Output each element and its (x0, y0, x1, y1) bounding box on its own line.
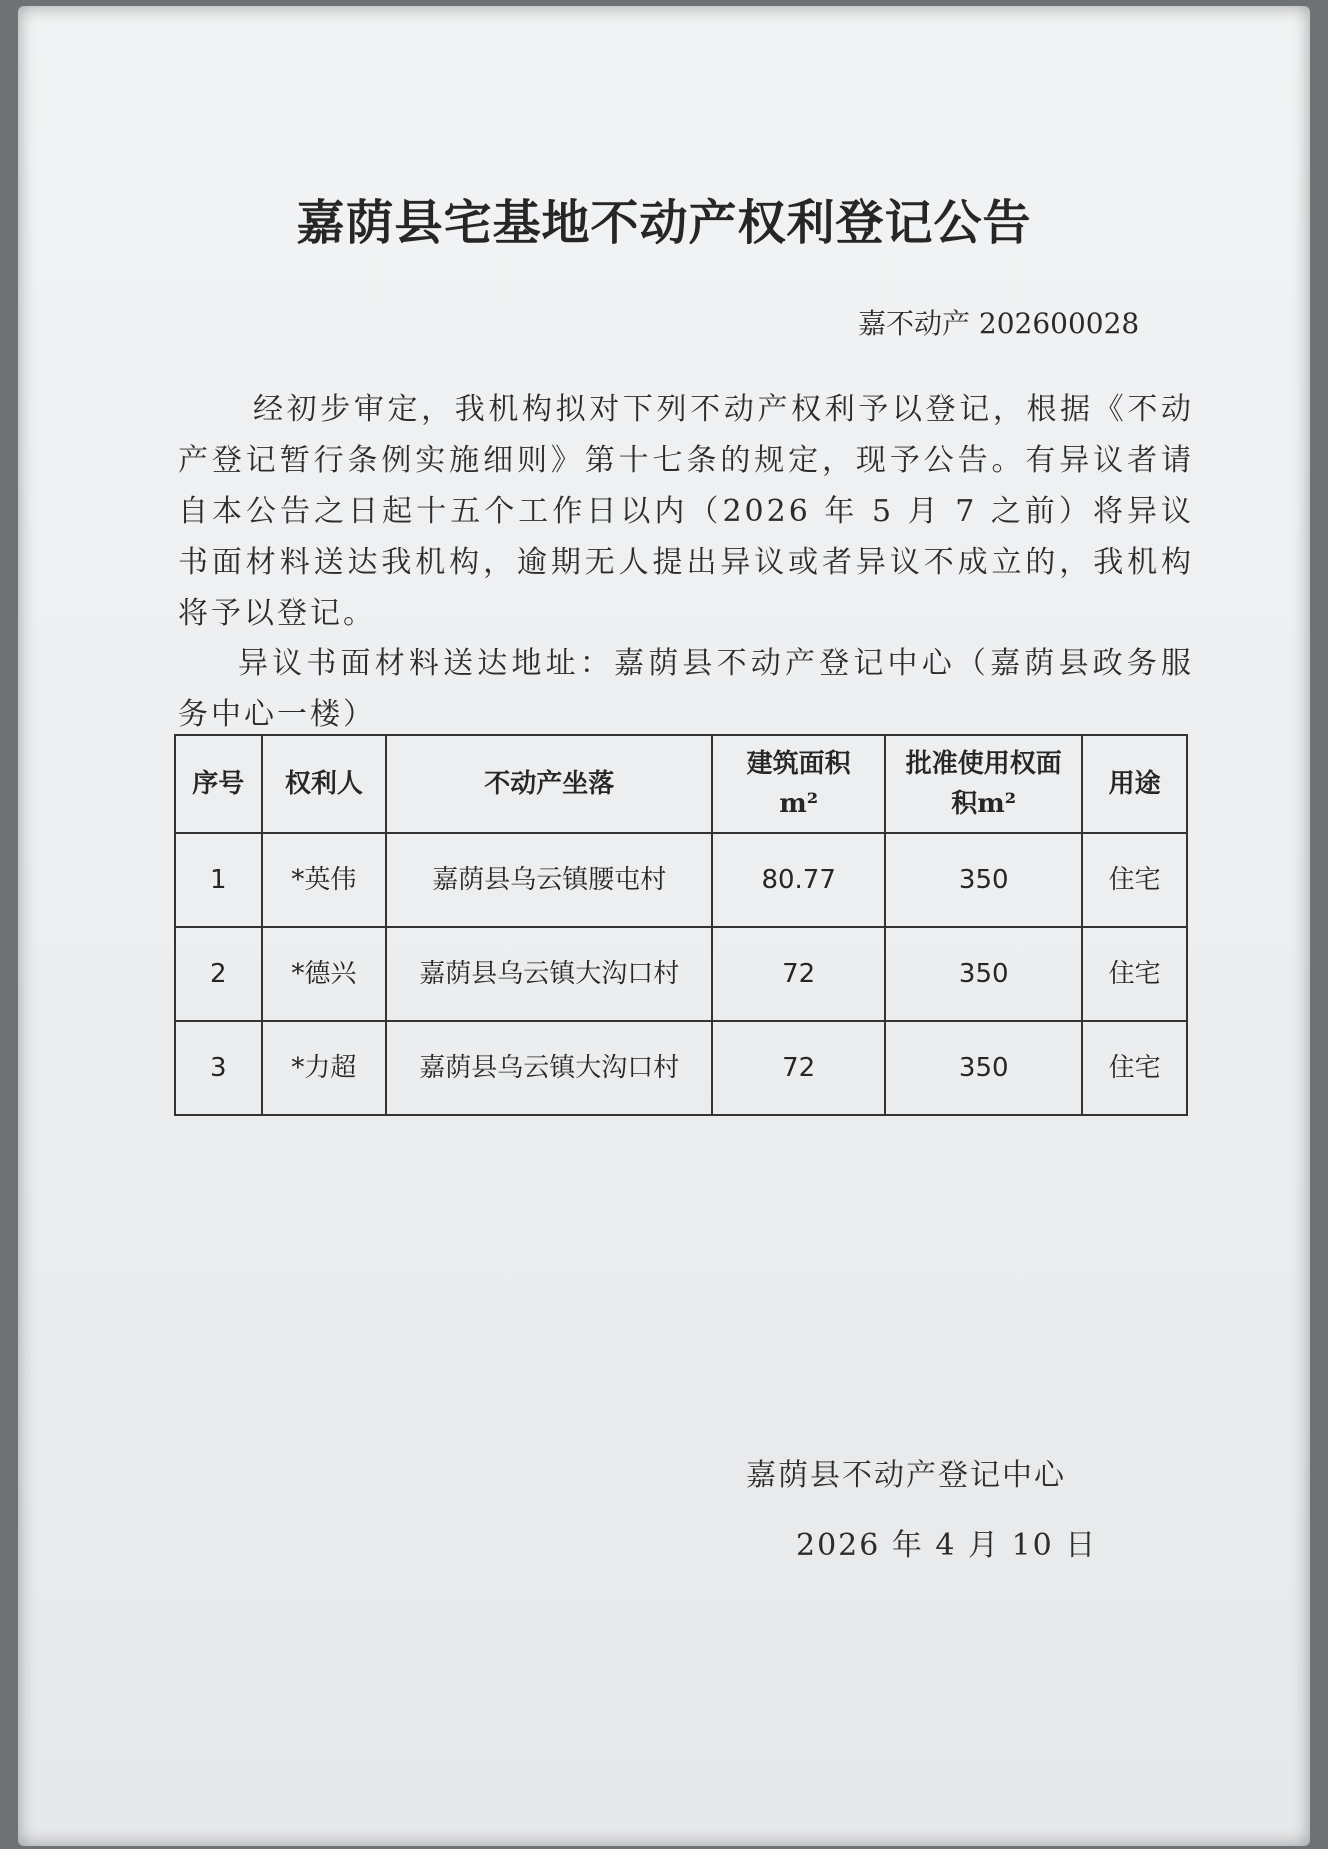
cell-index: 3 (175, 1021, 262, 1115)
cell-index: 1 (175, 833, 262, 927)
header-building-area (712, 735, 885, 833)
cell-index: 2 (175, 927, 262, 1021)
cell-location: 嘉荫县乌云镇大沟口村 (386, 927, 712, 1021)
cell-holder: *德兴 (262, 927, 387, 1021)
table-row (175, 927, 1187, 1021)
cell-building-area: 72 (712, 927, 885, 1021)
cell-approved-area: 350 (885, 927, 1082, 1021)
notice-paragraph-address: 异议书面材料送达地址：嘉荫县不动产登记中心（嘉荫县政务服务中心一楼） (178, 646, 1194, 732)
cell-approved-area: 350 (885, 1021, 1082, 1115)
cell-usage: 住宅 (1082, 833, 1187, 927)
header-location: 不动产坐落 (386, 735, 712, 833)
header-building-area-unit: m² (779, 789, 819, 819)
cell-approved-area: 350 (885, 833, 1082, 927)
issue-date: 2026 年 4 月 10 日 (796, 1528, 1098, 1563)
header-usage: 用途 (1082, 735, 1187, 833)
cell-usage: 住宅 (1082, 927, 1187, 1021)
table-row (175, 833, 1187, 927)
cell-location: 嘉荫县乌云镇腰屯村 (386, 833, 712, 927)
cell-usage: 住宅 (1082, 1021, 1187, 1115)
header-holder: 权利人 (262, 735, 387, 833)
header-index: 序号 (175, 735, 262, 833)
cell-holder: *力超 (262, 1021, 387, 1115)
header-building-area-label: 建筑面积 (746, 749, 851, 779)
registration-table (174, 734, 1188, 1116)
notice-paragraph-main: 经初步审定，我机构拟对下列不动产权利予以登记，根据《不动产登记暂行条例实施细则》第十七条的规定，现予公告。有异议者请自本公告之日起十五个工作日以内（2026 年 5 月 7 之前）将异议书面材料送达我机构，逾期无人提出异议或者异议不成立的，我机构将予以登记。 (178, 392, 1194, 631)
cell-holder: *英伟 (262, 833, 387, 927)
cell-building-area: 80.77 (712, 833, 885, 927)
document-number: 嘉不动产 202600028 (858, 307, 1140, 340)
notice-title: 嘉荫县宅基地不动产权利登记公告 (296, 195, 1032, 251)
table-header-row (175, 735, 1187, 833)
table-row (175, 1021, 1187, 1115)
notice-sheet (18, 6, 1310, 1846)
issuer-name: 嘉荫县不动产登记中心 (746, 1458, 1066, 1493)
header-approved-area: 批准使用权面积m² (885, 735, 1082, 833)
cell-location: 嘉荫县乌云镇大沟口村 (386, 1021, 712, 1115)
cell-building-area: 72 (712, 1021, 885, 1115)
